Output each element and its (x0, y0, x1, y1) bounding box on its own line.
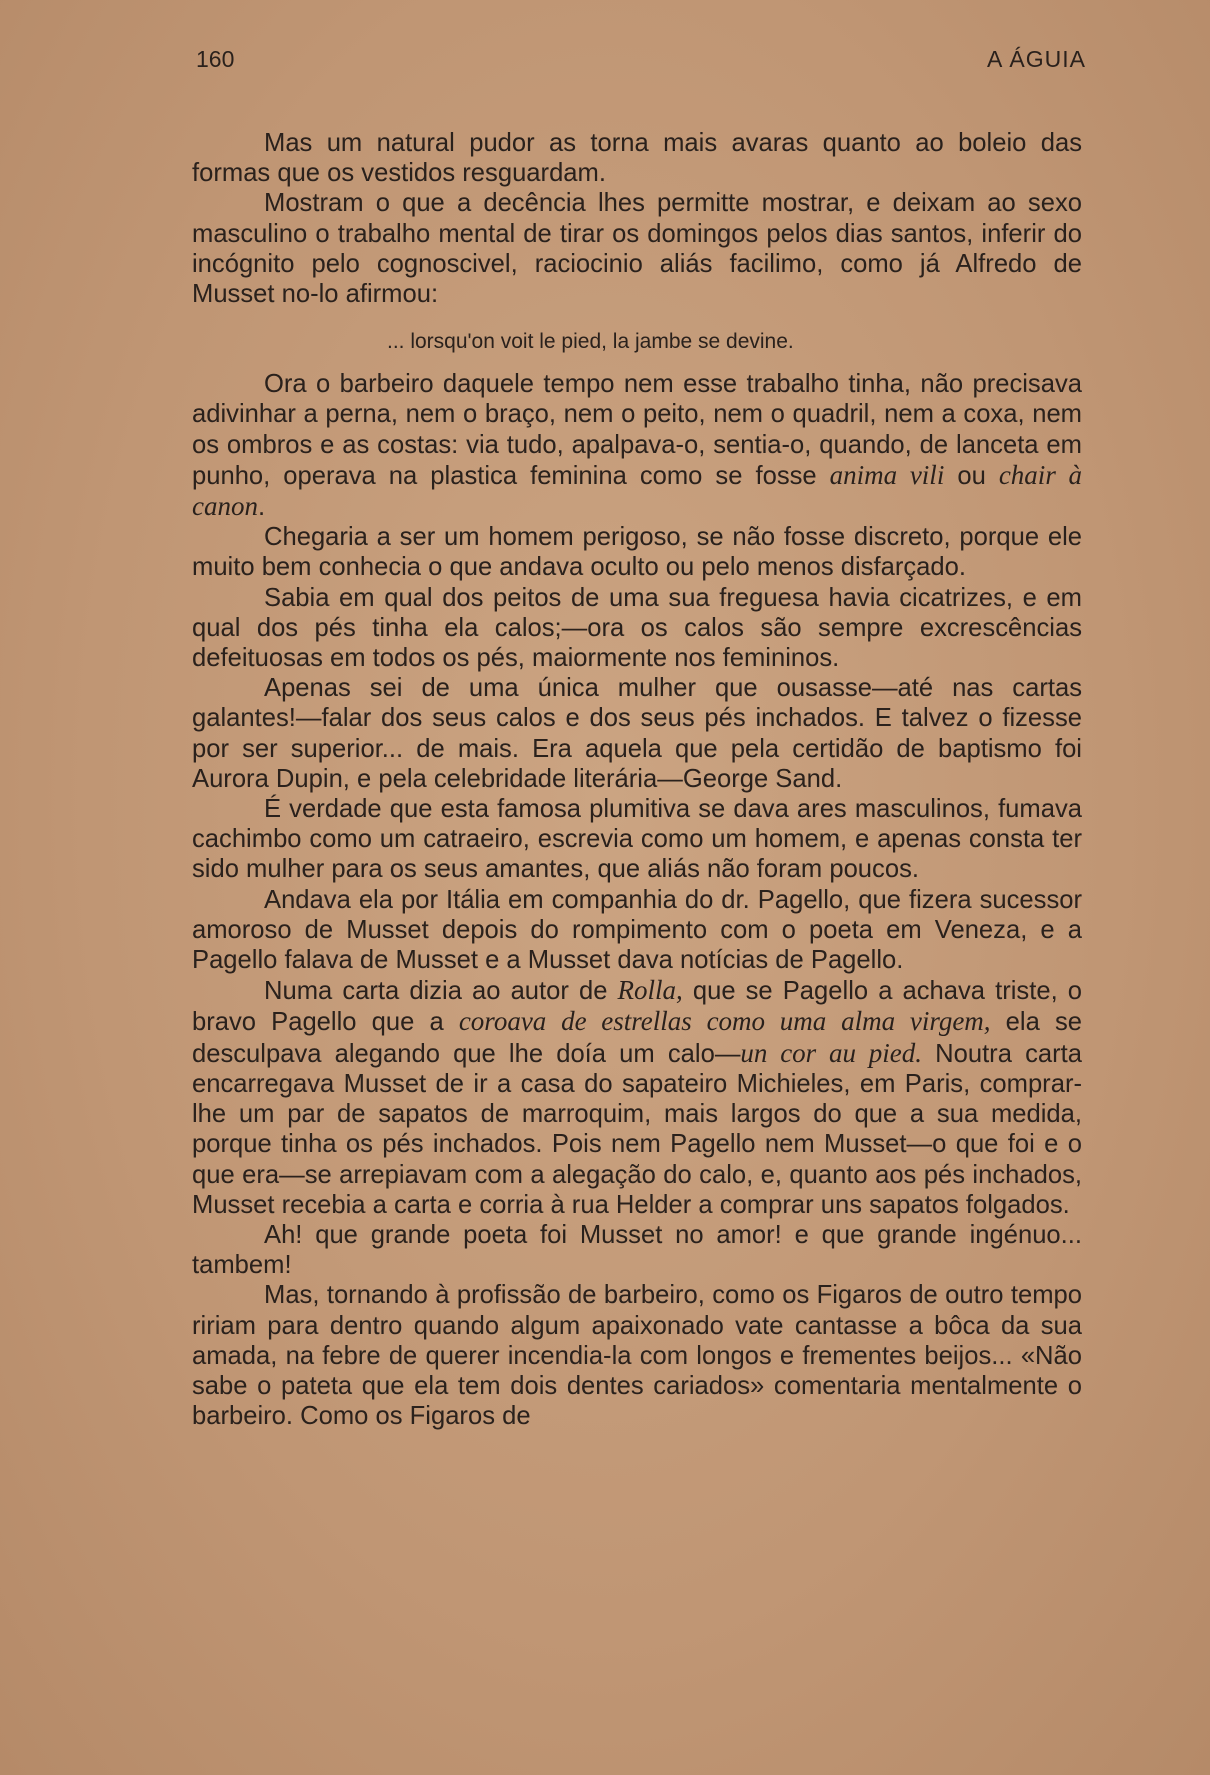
paragraph: Numa carta dizia ao autor de Rolla, que se Pagello a achava triste, o bravo Pagello que a coroava de estrellas como uma alma virgem, ela se desculpava alegando que lhe doía um calo—un cor au pied. Noutra carta encarregava Musset de ir a casa do sapateiro Michieles, em Paris, comprar-lhe um par de sapatos de marroquim, mais largos do que a sua medida, porque tinha os pés inchados. Pois nem Pagello nem Musset—o que foi e o que era—se arrepiavam com a alegação do calo, e, quanto aos pés inchados, Musset recebia a carta e corria à rua Helder a comprar uns sapatos folgados. (192, 975, 1082, 1219)
paragraph: Mas um natural pudor as torna mais avaras quanto ao boleio das formas que os vestidos resguardam. (192, 129, 1082, 188)
body-text (192, 128, 1082, 1431)
paragraph: Ora o barbeiro daquele tempo nem esse trabalho tinha, não precisava adivinhar a perna, nem o braço, nem o peito, nem o quadril, nem a coxa, nem os ombros e as costas: via tudo, apalpava-o, sentia-o, quando, de lanceta em punho, operava na plastica feminina como se fosse anima vili ou chair à canon. (192, 370, 1082, 522)
paragraph: Andava ela por Itália em companhia do dr. Pagello, que fizera sucessor amoroso de Musset depois do rompimento com o poeta em Veneza, e a Pagello falava de Musset e a Musset dava notícias de Pagello. (192, 885, 1082, 975)
paragraph: Mas, tornando à profissão de barbeiro, como os Figaros de outro tempo ririam para dentro quando algum apaixonado vate cantasse a bôca da sua amada, na febre de querer incendia-la com longos e frementes beijos... «Não sabe o pateta que ela tem dois dentes cariados» comentaria mentalmente o barbeiro. Como os Figaros de (192, 1281, 1082, 1431)
verse-quote: ... lorsqu'on voit le pied, la jambe se devine. (387, 330, 794, 354)
running-head (196, 46, 1086, 76)
page-number: 160 (196, 46, 235, 72)
paragraph: Apenas sei de uma única mulher que ousasse—até nas cartas galantes!—falar dos seus calos e dos seus pés inchados. E talvez o fizesse por ser superior... de mais. Era aquela que pela certidão de baptismo foi Aurora Dupin, e pela celebridade literária—George Sand. (192, 674, 1082, 793)
paragraph: É verdade que esta famosa plumitiva se dava ares masculinos, fumava cachimbo como um catraeiro, escrevia como um homem, e apenas consta ter sido mulher para os seus amantes, que aliás não foram poucos. (192, 795, 1082, 884)
journal-title: A ÁGUIA (986, 46, 1086, 72)
paragraph: Chegaria a ser um homem perigoso, se não fosse discreto, porque ele muito bem conhecia o que andava oculto ou pelo menos disfarçado. (192, 523, 1082, 582)
paragraph: Sabia em qual dos peitos de uma sua freguesa havia cicatrizes, e em qual dos pés tinha ela calos;—ora os calos são sempre excrescências defeituosas em todos os pés, maiormente nos femininos. (192, 583, 1082, 673)
paragraph: Mostram o que a decência lhes permitte mostrar, e deixam ao sexo masculino o trabalho mental de tirar os domingos pelos dias santos, inferir do incógnito pelo cognoscivel, raciocinio aliás facilimo, como já Alfredo de Musset no-lo afirmou: (192, 189, 1082, 309)
paragraph: Ah! que grande poeta foi Musset no amor! e que grande ingénuo... tambem! (192, 1220, 1082, 1280)
